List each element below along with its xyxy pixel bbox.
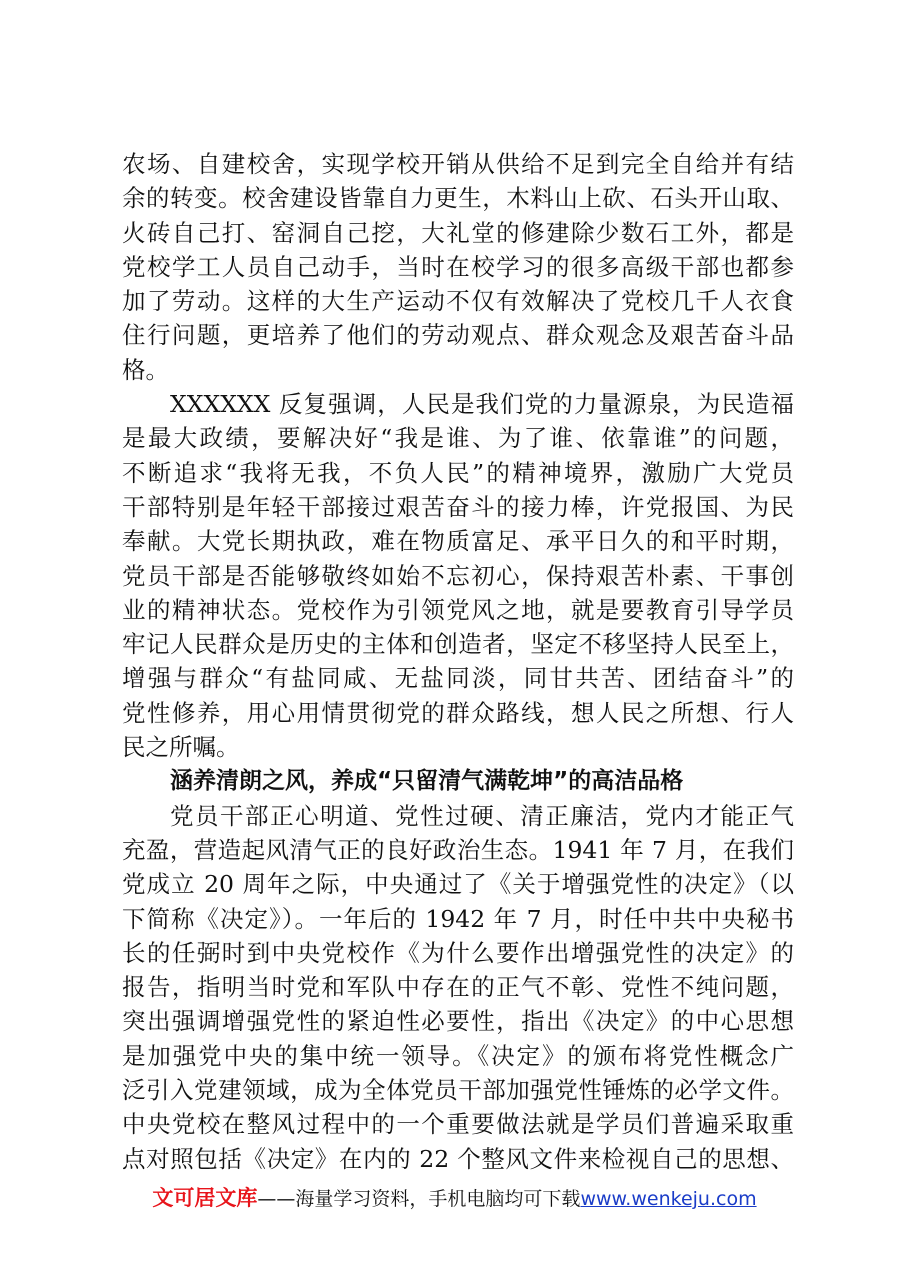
- text-line: 奉献。大党长期执政，难在物质富足、承平日久的和平时期，: [122, 527, 794, 556]
- text-line: 增强与群众“有盐同咸、无盐同淡，同甘共苦、团结奋斗”的: [122, 664, 794, 693]
- text-line: 党员干部正心明道、党性过硬、清正廉洁，党内才能正气: [170, 801, 794, 830]
- document-body: [122, 147, 794, 1176]
- paragraph-3: [122, 799, 794, 1176]
- text-line: 干部特别是年轻干部接过艰苦奋斗的接力棒，许党报国、为民: [122, 492, 794, 521]
- text-line: 牢记人民群众是历史的主体和创造者，坚定不移坚持人民至上，: [122, 630, 794, 659]
- footer-tagline: ——海量学习资料，手机电脑均可下载: [257, 1188, 581, 1210]
- text-line: 是加强党中央的集中统一领导。《决定》的颁布将党性概念广: [122, 1041, 794, 1070]
- text-line: 长的任弼时到中央党校作《为什么要作出增强党性的决定》的: [122, 938, 794, 967]
- text-line: 泛引入党建领域，成为全体党员干部加强党性锤炼的必学文件。: [122, 1076, 794, 1105]
- text-line: 下简称《决定》）。一年后的 1942 年 7 月，时任中共中央秘书: [122, 904, 794, 933]
- text-line: 格。: [122, 355, 169, 384]
- text-line: 党成立 20 周年之际，中央通过了《关于增强党性的决定》（以: [122, 870, 794, 899]
- text-line: 突出强调增强党性的紧迫性必要性，指出《决定》的中心思想: [122, 1007, 794, 1036]
- text-line: 住行问题，更培养了他们的劳动观点、群众观念及艰苦奋斗品: [122, 321, 794, 350]
- text-line: 报告，指明当时党和军队中存在的正气不彰、党性不纯问题，: [122, 973, 794, 1002]
- footer-banner: [0, 1182, 909, 1212]
- paragraph-2: [122, 387, 794, 764]
- paragraph-1: [122, 147, 794, 387]
- text-line: 点对照包括《决定》在内的 22 个整风文件来检视自己的思想、: [122, 1144, 794, 1173]
- text-line: 业的精神状态。党校作为引领党风之地，就是要教育引导学员: [122, 595, 794, 624]
- text-line: XXXXXX 反复强调，人民是我们党的力量源泉，为民造福: [170, 390, 794, 419]
- text-line: 党性修养，用心用情贯彻党的群众路线，想人民之所想、行人: [122, 698, 794, 727]
- footer-brand: 文可居文库: [152, 1186, 258, 1210]
- footer-url-link[interactable]: www.wenkeju.com: [580, 1188, 757, 1210]
- text-line: 中央党校在整风过程中的一个重要做法就是学员们普遍采取重: [122, 1110, 794, 1139]
- text-line: 火砖自己打、窑洞自己挖，大礼堂的修建除少数石工外，都是: [122, 218, 794, 247]
- text-line: 余的转变。校舍建设皆靠自力更生，木料山上砍、石头开山取、: [122, 184, 794, 213]
- text-line: 农场、自建校舍，实现学校开销从供给不足到完全自给并有结: [122, 150, 794, 178]
- section-heading: 涵养清朗之风，养成“只留清气满乾坤”的高洁品格: [170, 768, 684, 795]
- text-line: 党员干部是否能够敬终如始不忘初心，保持艰苦朴素、干事创: [122, 561, 794, 590]
- text-line: 加了劳动。这样的大生产运动不仅有效解决了党校几千人衣食: [122, 287, 794, 316]
- text-line: 民之所嘱。: [122, 733, 240, 762]
- text-line: 党校学工人员自己动手，当时在校学习的很多高级干部也都参: [122, 252, 794, 281]
- text-line: 充盈，营造起风清气正的良好政治生态。1941 年 7 月，在我们: [122, 835, 794, 864]
- text-line: 是最大政绩，要解决好“我是谁、为了谁、依靠谁”的问题，: [122, 424, 794, 453]
- text-line: 不断追求“我将无我，不负人民”的精神境界，激励广大党员: [122, 458, 794, 487]
